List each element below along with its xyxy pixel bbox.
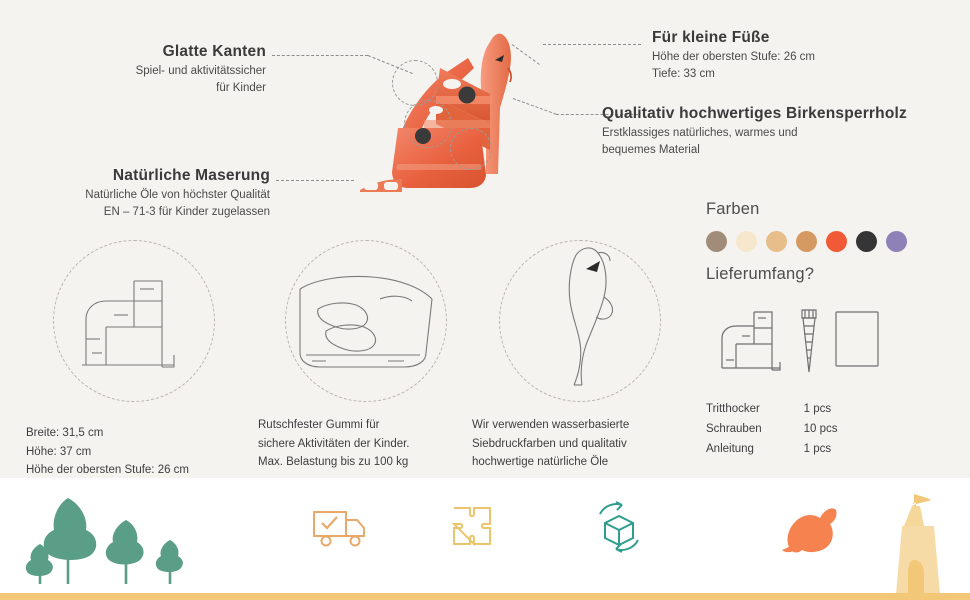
lf-qty: 1 pcs [803,442,832,455]
feature-paints-oils [472,240,687,472]
castle-tower-icon [876,480,966,600]
feature-circle [499,240,661,402]
step-stool-icon [70,271,198,375]
callout-line: Natürliche Öle von höchster Qualität [85,188,270,201]
feature-line: Breite: 31,5 cm [26,427,104,439]
feature-dimensions [26,240,241,499]
table-row [706,440,838,460]
leader-kleine-fuesse [543,44,641,45]
fox-outline-icon [530,245,638,395]
lieferumfang-table [706,400,838,459]
table-row [706,400,838,420]
callout-fuer-kleine-fuesse [652,28,932,83]
manual-sheet-icon [832,308,882,370]
feature-line: Wir verwenden wasserbasierte [472,419,630,431]
lf-item: Schrauben [706,422,762,435]
callout-birkensperrholz [602,104,958,159]
feature-circle [53,240,215,402]
highlight-circle-material [450,128,492,170]
trees-icon [18,484,258,594]
callout-line: bequemes Material [602,144,700,157]
swatch-cream[interactable] [736,231,757,252]
farben-title: Farben [706,200,760,218]
feature-line: Rutschfester Gummi für [258,419,380,431]
feature-line: hochwertige natürliche Öle [472,456,609,469]
callout-line: Erstklassiges natürliches, warmes und [602,126,798,139]
callout-line: Spiel- und aktivitätssicher [135,64,266,77]
feature-circle [285,240,447,402]
product-photo-step-stool [340,24,572,204]
feature-line: Höhe: 37 cm [26,445,92,458]
callout-title: Glatte Kanten [162,43,266,60]
feature-line: Siebdruckfarben und qualitativ [472,437,627,450]
delivery-truck-check-icon[interactable] [310,504,370,552]
lf-qty: 10 pcs [803,422,838,435]
feature-text [472,416,687,472]
lf-item: Tritthocker [706,403,760,415]
swatch-charcoal[interactable] [856,231,877,252]
farben-swatches [706,231,956,252]
table-row [706,420,838,440]
callout-line: Tiefe: 33 cm [652,68,715,81]
feature-line: sichere Aktivitäten der Kinder. [258,437,410,450]
callout-glatte-kanten [60,42,266,97]
callout-title: Qualitativ hochwertiges Birkensperrholz [602,105,907,122]
screw-icon [798,304,820,378]
feature-text [258,416,473,472]
feature-line: Höhe der obersten Stufe: 26 cm [26,464,190,477]
callout-line: Höhe der obersten Stufe: 26 cm [652,50,816,63]
callout-title: Für kleine Füße [652,29,770,46]
leader-glatte-kanten [272,55,368,56]
callout-line: EN – 71-3 für Kinder zugelassen [103,206,270,219]
callout-title: Natürliche Maserung [112,167,270,184]
swatch-taupe[interactable] [706,231,727,252]
stool-steps-rubber-icon [292,269,442,373]
lieferumfang-title: Lieferumfang? [706,265,815,283]
swatch-orange-red[interactable] [826,231,847,252]
feature-line: Max. Belastung bis zu 100 kg [258,456,409,469]
swatch-lavender[interactable] [886,231,907,252]
return-box-icon[interactable] [592,500,646,554]
step-stool-icon [710,304,792,378]
puzzle-pieces-icon[interactable] [450,502,504,554]
leader-maserung [276,180,354,181]
feature-anti-slip [258,240,473,472]
callout-natuerliche-maserung [22,166,270,221]
swatch-caramel[interactable] [796,231,817,252]
bottom-icon-band [0,478,970,600]
lf-item: Anleitung [706,442,754,455]
fox-icon [780,496,838,558]
lieferumfang-section [706,265,958,396]
accent-underline [0,593,970,600]
highlight-circle-grain [404,100,452,148]
swatch-sand[interactable] [766,231,787,252]
farben-section [706,200,956,252]
lf-qty: 1 pcs [803,403,832,415]
callout-line: für Kinder [216,82,266,95]
